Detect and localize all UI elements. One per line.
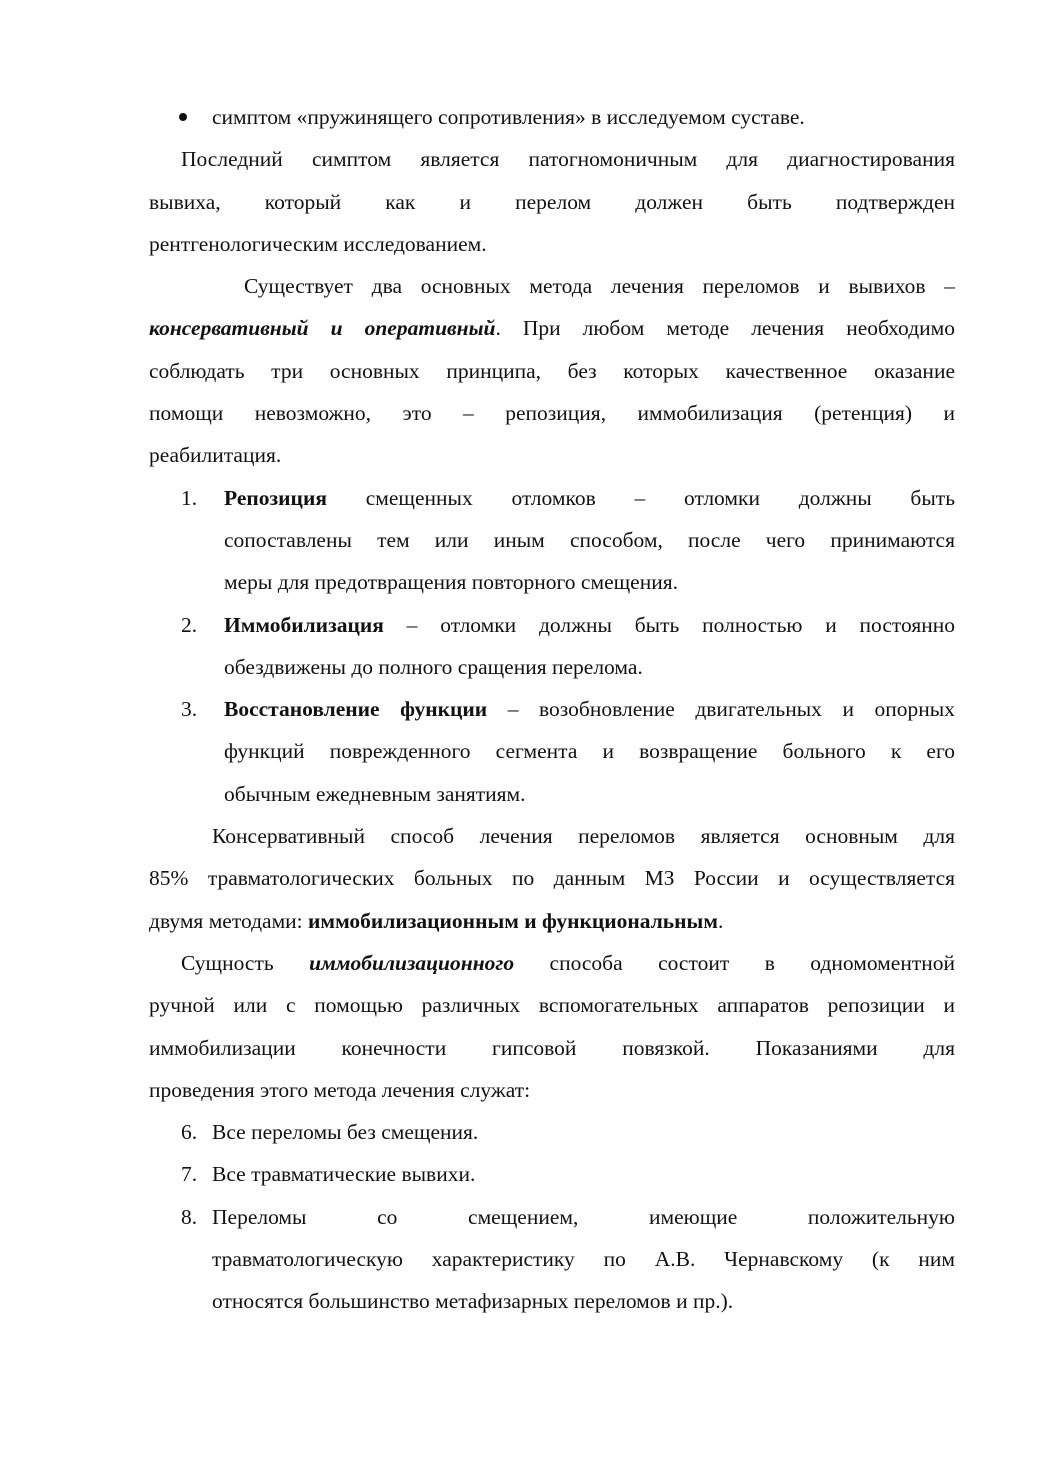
bullet-icon (179, 113, 187, 121)
text-span: . При любом методе лечения необходимо (495, 316, 955, 341)
list-number: 8. (181, 1204, 198, 1229)
list-item-continuation (149, 773, 955, 815)
list-item-text: относятся большинство метафизарных переломов и пр.). (212, 1289, 734, 1314)
list-item-text: функций поврежденного сегмента и возвращение больного к его (224, 739, 955, 764)
bullet-text: симптом «пружинящего сопротивления» в исследуемом суставе. (212, 105, 805, 129)
paragraph-line: реабилитация. (149, 443, 282, 468)
list-number: 3. (181, 697, 198, 722)
list-item-text: обычным ежедневным занятиям. (224, 781, 526, 806)
indications-list (149, 1111, 955, 1322)
bold-term: Иммобилизация (224, 612, 384, 637)
principles-list (149, 477, 955, 815)
document-page (149, 96, 955, 1323)
text-span: – отломки должны быть полностью и постоянно (383, 612, 955, 637)
paragraph-line: соблюдать три основных принципа, без которых качественное оказание (149, 358, 955, 383)
list-item-text: Переломы со смещением, имеющие положительную (212, 1204, 955, 1229)
list-item-text: меры для предотвращения повторного смещения. (224, 570, 678, 595)
list-number: 2. (181, 612, 198, 637)
paragraph-immobilization-method (149, 942, 955, 1111)
bold-term: Восстановление функции (224, 697, 488, 722)
text-span: двумя методами: (149, 908, 309, 933)
list-item (149, 1196, 955, 1238)
text-span: смещенных отломков – отломки должны быть (326, 485, 955, 510)
text-span: . (718, 908, 724, 933)
list-item-text: травматологическую характеристику по А.В. Чернавскому (к ним (212, 1247, 955, 1272)
list-item-text: Все переломы без смещения. (212, 1120, 479, 1145)
paragraph-treatment-methods (149, 265, 955, 476)
list-item-text: сопоставлены тем или иным способом, после чего принимаются (224, 527, 955, 552)
list-item (149, 688, 955, 730)
bullet-list-item (149, 96, 955, 138)
list-item-continuation (149, 730, 955, 772)
emphasis-text: иммобилизационного (309, 950, 515, 975)
bold-text: иммобилизационным и функциональным (308, 908, 718, 933)
text-span: – возобновление двигательных и опорных (487, 697, 955, 722)
list-number: 6. (181, 1120, 198, 1145)
list-item (149, 604, 955, 646)
list-item-text: Все травматические вывихи. (212, 1162, 476, 1187)
list-item-text (224, 604, 955, 646)
list-item (149, 1153, 955, 1195)
list-item-continuation (149, 1238, 955, 1280)
list-item-continuation (149, 1280, 955, 1322)
list-item-continuation (149, 519, 955, 561)
list-number: 7. (181, 1162, 198, 1187)
text-span: способа состоит в одномоментной (514, 950, 955, 975)
list-item-continuation (149, 646, 955, 688)
paragraph-line: рентгенологическим исследованием. (149, 231, 487, 256)
paragraph-line (149, 307, 955, 349)
paragraph-line: иммобилизации конечности гипсовой повязкой. Показаниями для (149, 1035, 955, 1060)
paragraph-line: 85% травматологических больных по данным МЗ России и осуществляется (149, 866, 955, 891)
paragraph-line: проведения этого метода лечения служат: (149, 1077, 531, 1102)
paragraph-line: Существует два основных метода лечения переломов и вывихов – (244, 274, 955, 299)
paragraph-line: ручной или с помощью различных вспомогательных аппаратов репозиции и (149, 993, 955, 1018)
paragraph-dislocation-symptom (149, 138, 955, 265)
list-item-text: обездвижены до полного сращения перелома. (224, 654, 643, 679)
emphasis-text: консервативный и оперативный (149, 316, 496, 341)
text-span: Сущность (181, 950, 310, 975)
paragraph-line (149, 942, 955, 984)
paragraph-line: вывиха, который как и перелом должен быть подтвержден (149, 189, 955, 214)
list-item (149, 477, 955, 519)
list-item-continuation (149, 561, 955, 603)
bold-term: Репозиция (224, 485, 327, 510)
paragraph-line: Последний симптом является патогномоничным для диагностирования (181, 147, 955, 172)
paragraph-conservative-method (149, 815, 955, 942)
paragraph-line: помощи невозможно, это – репозиция, иммобилизация (ретенция) и (149, 401, 955, 426)
list-item-text (224, 688, 955, 730)
list-item-text (224, 477, 955, 519)
list-number: 1. (181, 485, 198, 510)
paragraph-line: Консервативный способ лечения переломов является основным для (212, 824, 955, 849)
list-item (149, 1111, 955, 1153)
paragraph-line (149, 900, 955, 942)
